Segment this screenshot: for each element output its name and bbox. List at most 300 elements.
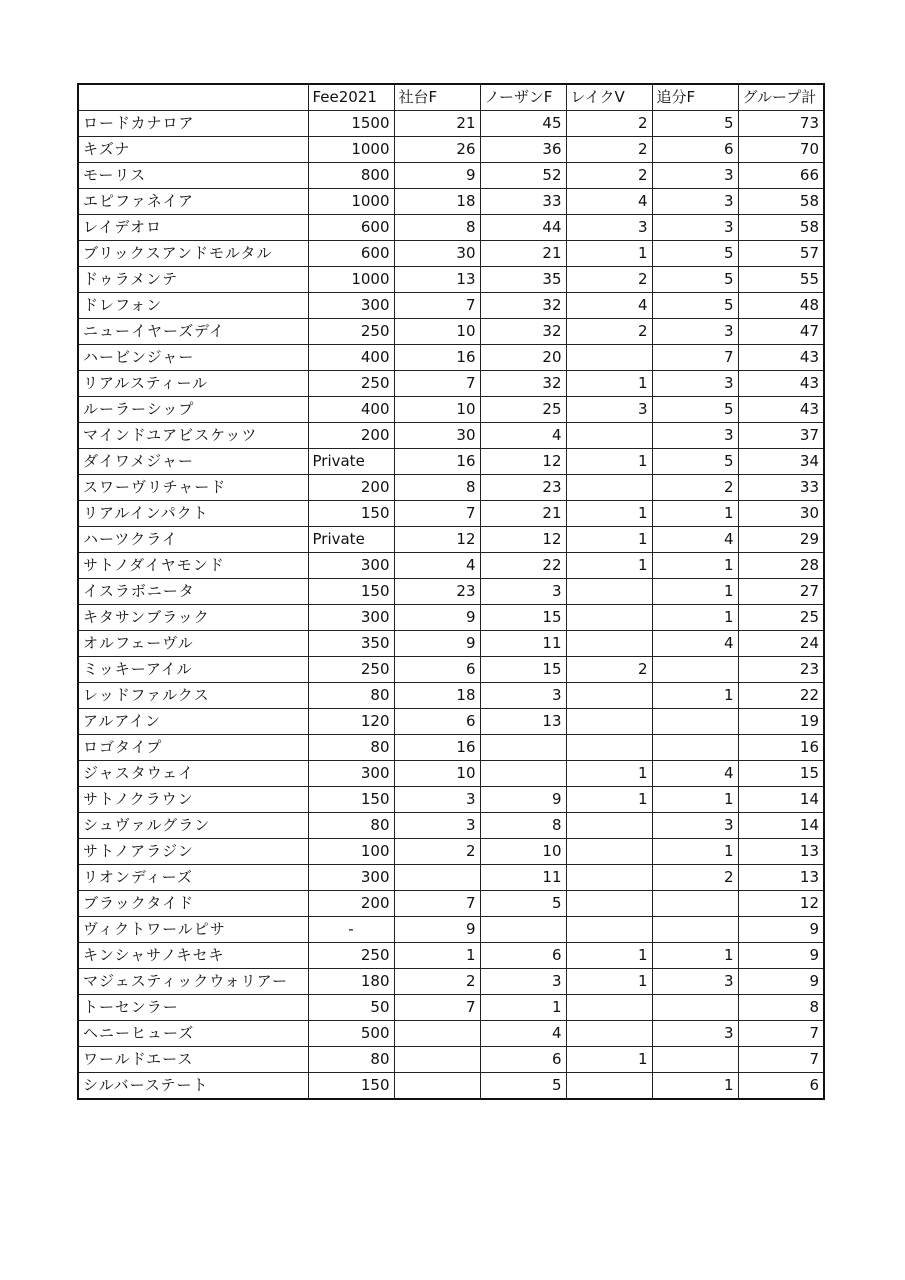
cell-northern: 21 (480, 501, 566, 527)
cell-northern: 25 (480, 397, 566, 423)
cell-fee: 1000 (308, 137, 394, 163)
cell-shadai: 30 (394, 423, 480, 449)
cell-shadai: 7 (394, 501, 480, 527)
cell-total: 24 (738, 631, 824, 657)
cell-lakev (566, 631, 652, 657)
cell-oiwake: 3 (652, 319, 738, 345)
cell-fee: 350 (308, 631, 394, 657)
cell-northern: 44 (480, 215, 566, 241)
cell-fee: - (308, 917, 394, 943)
table-row (78, 163, 824, 189)
cell-lakev: 1 (566, 1047, 652, 1073)
cell-shadai: 26 (394, 137, 480, 163)
cell-fee: 300 (308, 761, 394, 787)
cell-fee: 100 (308, 839, 394, 865)
table-row (78, 319, 824, 345)
cell-total: 55 (738, 267, 824, 293)
cell-total: 19 (738, 709, 824, 735)
cell-oiwake: 1 (652, 1073, 738, 1100)
cell-shadai (394, 1021, 480, 1047)
cell-name: サトノダイヤモンド (78, 553, 308, 579)
cell-lakev (566, 839, 652, 865)
cell-shadai: 3 (394, 787, 480, 813)
cell-oiwake: 3 (652, 423, 738, 449)
cell-lakev: 3 (566, 397, 652, 423)
cell-northern (480, 735, 566, 761)
cell-shadai: 10 (394, 319, 480, 345)
cell-name: ロードカナロア (78, 111, 308, 137)
cell-total: 12 (738, 891, 824, 917)
cell-northern: 52 (480, 163, 566, 189)
cell-name: リアルインパクト (78, 501, 308, 527)
cell-lakev: 1 (566, 501, 652, 527)
cell-oiwake: 4 (652, 527, 738, 553)
cell-northern: 15 (480, 657, 566, 683)
cell-northern: 12 (480, 449, 566, 475)
table-row (78, 475, 824, 501)
cell-fee: 600 (308, 241, 394, 267)
cell-shadai: 7 (394, 891, 480, 917)
cell-lakev (566, 995, 652, 1021)
cell-name: レイデオロ (78, 215, 308, 241)
cell-shadai: 10 (394, 761, 480, 787)
cell-oiwake: 1 (652, 605, 738, 631)
cell-northern: 10 (480, 839, 566, 865)
cell-northern: 45 (480, 111, 566, 137)
table-row (78, 865, 824, 891)
cell-northern: 32 (480, 293, 566, 319)
cell-name: リアルスティール (78, 371, 308, 397)
cell-lakev (566, 735, 652, 761)
cell-name: スワーヴリチャード (78, 475, 308, 501)
cell-total: 37 (738, 423, 824, 449)
cell-oiwake: 3 (652, 215, 738, 241)
cell-oiwake (652, 1047, 738, 1073)
cell-fee: 120 (308, 709, 394, 735)
table-row (78, 111, 824, 137)
cell-oiwake (652, 709, 738, 735)
table-row (78, 293, 824, 319)
cell-total: 9 (738, 917, 824, 943)
cell-name: イスラボニータ (78, 579, 308, 605)
cell-total: 43 (738, 345, 824, 371)
table-row (78, 1047, 824, 1073)
cell-name: ワールドエース (78, 1047, 308, 1073)
cell-lakev (566, 605, 652, 631)
cell-total: 29 (738, 527, 824, 553)
cell-fee: 300 (308, 605, 394, 631)
cell-shadai: 7 (394, 995, 480, 1021)
cell-name: サトノクラウン (78, 787, 308, 813)
cell-lakev (566, 813, 652, 839)
cell-lakev: 1 (566, 943, 652, 969)
cell-name: リオンディーズ (78, 865, 308, 891)
cell-total: 8 (738, 995, 824, 1021)
cell-name: モーリス (78, 163, 308, 189)
cell-lakev (566, 345, 652, 371)
header-row (78, 84, 824, 111)
cell-northern: 35 (480, 267, 566, 293)
cell-lakev (566, 423, 652, 449)
cell-lakev (566, 891, 652, 917)
cell-oiwake: 3 (652, 969, 738, 995)
cell-total: 16 (738, 735, 824, 761)
cell-shadai (394, 1047, 480, 1073)
cell-lakev (566, 1073, 652, 1100)
cell-northern: 21 (480, 241, 566, 267)
header-cell-lakev: レイクV (566, 84, 652, 111)
table-row (78, 995, 824, 1021)
cell-fee: 400 (308, 397, 394, 423)
table-row (78, 579, 824, 605)
cell-shadai: 2 (394, 969, 480, 995)
table-row (78, 787, 824, 813)
cell-oiwake: 5 (652, 397, 738, 423)
cell-oiwake: 1 (652, 683, 738, 709)
cell-northern: 32 (480, 371, 566, 397)
cell-total: 43 (738, 371, 824, 397)
cell-name: ヴィクトワールピサ (78, 917, 308, 943)
table-row (78, 527, 824, 553)
cell-oiwake: 4 (652, 761, 738, 787)
cell-oiwake: 1 (652, 943, 738, 969)
cell-lakev: 1 (566, 787, 652, 813)
cell-oiwake: 6 (652, 137, 738, 163)
cell-name: マジェスティックウォリアー (78, 969, 308, 995)
cell-name: キンシャサノキセキ (78, 943, 308, 969)
cell-fee: 80 (308, 1047, 394, 1073)
cell-lakev: 4 (566, 189, 652, 215)
cell-oiwake: 4 (652, 631, 738, 657)
cell-oiwake: 1 (652, 579, 738, 605)
cell-fee: 1000 (308, 189, 394, 215)
table-row (78, 553, 824, 579)
cell-shadai: 8 (394, 475, 480, 501)
cell-shadai: 6 (394, 657, 480, 683)
cell-lakev: 3 (566, 215, 652, 241)
table-row (78, 839, 824, 865)
cell-shadai: 18 (394, 189, 480, 215)
cell-total: 9 (738, 943, 824, 969)
cell-northern: 6 (480, 943, 566, 969)
cell-northern: 3 (480, 579, 566, 605)
cell-shadai: 8 (394, 215, 480, 241)
cell-lakev: 2 (566, 657, 652, 683)
cell-shadai: 16 (394, 449, 480, 475)
cell-northern (480, 761, 566, 787)
cell-lakev: 1 (566, 527, 652, 553)
table-row (78, 709, 824, 735)
header-cell-total: グループ計 (738, 84, 824, 111)
cell-total: 30 (738, 501, 824, 527)
cell-oiwake: 2 (652, 865, 738, 891)
cell-shadai: 10 (394, 397, 480, 423)
cell-oiwake (652, 917, 738, 943)
cell-name: ハーツクライ (78, 527, 308, 553)
cell-lakev (566, 683, 652, 709)
header-cell-fee: Fee2021 (308, 84, 394, 111)
cell-fee: 250 (308, 657, 394, 683)
cell-fee: 300 (308, 293, 394, 319)
cell-name: ジャスタウェイ (78, 761, 308, 787)
cell-fee: 300 (308, 865, 394, 891)
cell-shadai (394, 865, 480, 891)
cell-total: 13 (738, 865, 824, 891)
cell-shadai: 1 (394, 943, 480, 969)
cell-total: 48 (738, 293, 824, 319)
cell-fee: 150 (308, 1073, 394, 1100)
cell-oiwake: 3 (652, 163, 738, 189)
cell-oiwake (652, 891, 738, 917)
cell-northern: 3 (480, 683, 566, 709)
cell-northern: 11 (480, 631, 566, 657)
cell-total: 34 (738, 449, 824, 475)
cell-oiwake: 3 (652, 371, 738, 397)
cell-fee: 150 (308, 579, 394, 605)
cell-fee: 200 (308, 891, 394, 917)
cell-total: 58 (738, 189, 824, 215)
cell-fee: 600 (308, 215, 394, 241)
cell-total: 6 (738, 1073, 824, 1100)
table-row (78, 813, 824, 839)
table-row (78, 683, 824, 709)
cell-oiwake: 3 (652, 189, 738, 215)
table-row (78, 501, 824, 527)
cell-fee: 80 (308, 813, 394, 839)
cell-northern: 11 (480, 865, 566, 891)
cell-lakev (566, 709, 652, 735)
cell-oiwake (652, 995, 738, 1021)
cell-northern: 9 (480, 787, 566, 813)
cell-shadai: 4 (394, 553, 480, 579)
table-row (78, 423, 824, 449)
cell-shadai: 7 (394, 371, 480, 397)
cell-total: 7 (738, 1021, 824, 1047)
cell-oiwake: 3 (652, 813, 738, 839)
cell-shadai: 21 (394, 111, 480, 137)
table-row (78, 605, 824, 631)
cell-name: ルーラーシップ (78, 397, 308, 423)
cell-shadai: 16 (394, 345, 480, 371)
cell-name: ブラックタイド (78, 891, 308, 917)
cell-shadai: 6 (394, 709, 480, 735)
cell-fee: Private (308, 527, 394, 553)
cell-shadai: 13 (394, 267, 480, 293)
cell-fee: 300 (308, 553, 394, 579)
table-row (78, 397, 824, 423)
cell-name: ニューイヤーズデイ (78, 319, 308, 345)
table-row (78, 657, 824, 683)
cell-name: トーセンラー (78, 995, 308, 1021)
table-row (78, 371, 824, 397)
cell-fee: 80 (308, 683, 394, 709)
cell-lakev (566, 1021, 652, 1047)
table-row (78, 241, 824, 267)
cell-name: キタサンブラック (78, 605, 308, 631)
cell-lakev: 1 (566, 969, 652, 995)
cell-total: 33 (738, 475, 824, 501)
stallion-table (77, 83, 825, 1100)
cell-shadai: 9 (394, 163, 480, 189)
table-row (78, 1073, 824, 1100)
cell-total: 58 (738, 215, 824, 241)
cell-fee: 80 (308, 735, 394, 761)
cell-lakev (566, 475, 652, 501)
cell-lakev: 2 (566, 267, 652, 293)
cell-northern: 8 (480, 813, 566, 839)
cell-shadai: 3 (394, 813, 480, 839)
header-cell-shadai: 社台F (394, 84, 480, 111)
cell-northern: 36 (480, 137, 566, 163)
cell-oiwake: 3 (652, 1021, 738, 1047)
table-row (78, 215, 824, 241)
cell-total: 66 (738, 163, 824, 189)
cell-name: ミッキーアイル (78, 657, 308, 683)
table-row (78, 761, 824, 787)
cell-oiwake: 1 (652, 787, 738, 813)
cell-lakev: 2 (566, 163, 652, 189)
table-body (78, 84, 824, 1099)
table-row (78, 449, 824, 475)
cell-name: オルフェーヴル (78, 631, 308, 657)
cell-name: キズナ (78, 137, 308, 163)
cell-total: 43 (738, 397, 824, 423)
cell-fee: 250 (308, 371, 394, 397)
cell-name: ブリックスアンドモルタル (78, 241, 308, 267)
cell-total: 14 (738, 787, 824, 813)
cell-shadai: 9 (394, 917, 480, 943)
cell-fee: 800 (308, 163, 394, 189)
cell-name: サトノアラジン (78, 839, 308, 865)
cell-name: ドレフォン (78, 293, 308, 319)
cell-fee: 180 (308, 969, 394, 995)
table-row (78, 267, 824, 293)
cell-total: 25 (738, 605, 824, 631)
cell-oiwake: 5 (652, 241, 738, 267)
table-row (78, 735, 824, 761)
cell-oiwake: 2 (652, 475, 738, 501)
cell-lakev (566, 865, 652, 891)
cell-shadai: 30 (394, 241, 480, 267)
cell-shadai: 23 (394, 579, 480, 605)
cell-total: 23 (738, 657, 824, 683)
cell-total: 15 (738, 761, 824, 787)
table-row (78, 631, 824, 657)
cell-total: 13 (738, 839, 824, 865)
cell-northern: 15 (480, 605, 566, 631)
cell-lakev: 2 (566, 319, 652, 345)
cell-oiwake: 5 (652, 111, 738, 137)
cell-lakev: 1 (566, 553, 652, 579)
cell-name: シルバーステート (78, 1073, 308, 1100)
cell-northern: 13 (480, 709, 566, 735)
cell-northern (480, 917, 566, 943)
cell-fee: Private (308, 449, 394, 475)
cell-lakev: 1 (566, 241, 652, 267)
table-row (78, 969, 824, 995)
cell-lakev: 4 (566, 293, 652, 319)
cell-name: マインドユアビスケッツ (78, 423, 308, 449)
cell-oiwake: 1 (652, 501, 738, 527)
cell-name: ダイワメジャー (78, 449, 308, 475)
cell-shadai: 2 (394, 839, 480, 865)
cell-shadai: 7 (394, 293, 480, 319)
cell-total: 9 (738, 969, 824, 995)
cell-shadai (394, 1073, 480, 1100)
cell-name: レッドファルクス (78, 683, 308, 709)
cell-fee: 250 (308, 319, 394, 345)
cell-shadai: 9 (394, 605, 480, 631)
table-row (78, 189, 824, 215)
cell-northern: 1 (480, 995, 566, 1021)
cell-northern: 4 (480, 1021, 566, 1047)
cell-shadai: 18 (394, 683, 480, 709)
cell-northern: 22 (480, 553, 566, 579)
cell-lakev: 2 (566, 137, 652, 163)
cell-total: 70 (738, 137, 824, 163)
table-row (78, 1021, 824, 1047)
table-row (78, 917, 824, 943)
cell-oiwake: 5 (652, 449, 738, 475)
cell-name: ハービンジャー (78, 345, 308, 371)
cell-total: 14 (738, 813, 824, 839)
cell-lakev (566, 917, 652, 943)
table-row (78, 345, 824, 371)
table-row (78, 943, 824, 969)
cell-total: 22 (738, 683, 824, 709)
cell-total: 47 (738, 319, 824, 345)
cell-total: 73 (738, 111, 824, 137)
cell-northern: 6 (480, 1047, 566, 1073)
cell-lakev: 1 (566, 761, 652, 787)
cell-oiwake: 1 (652, 553, 738, 579)
cell-fee: 1500 (308, 111, 394, 137)
cell-oiwake (652, 735, 738, 761)
cell-shadai: 12 (394, 527, 480, 553)
cell-name: ロゴタイプ (78, 735, 308, 761)
cell-lakev (566, 579, 652, 605)
cell-oiwake: 5 (652, 267, 738, 293)
cell-name: エピファネイア (78, 189, 308, 215)
cell-lakev: 1 (566, 371, 652, 397)
cell-fee: 200 (308, 423, 394, 449)
cell-northern: 32 (480, 319, 566, 345)
cell-total: 7 (738, 1047, 824, 1073)
header-cell-oiwake: 追分F (652, 84, 738, 111)
cell-fee: 50 (308, 995, 394, 1021)
cell-shadai: 9 (394, 631, 480, 657)
cell-lakev: 1 (566, 449, 652, 475)
cell-oiwake: 7 (652, 345, 738, 371)
cell-fee: 250 (308, 943, 394, 969)
cell-fee: 150 (308, 501, 394, 527)
table-row (78, 137, 824, 163)
cell-northern: 12 (480, 527, 566, 553)
header-cell-name (78, 84, 308, 111)
cell-name: アルアイン (78, 709, 308, 735)
cell-northern: 23 (480, 475, 566, 501)
cell-fee: 150 (308, 787, 394, 813)
header-cell-northern: ノーザンF (480, 84, 566, 111)
cell-northern: 5 (480, 1073, 566, 1100)
cell-total: 28 (738, 553, 824, 579)
cell-fee: 500 (308, 1021, 394, 1047)
cell-oiwake: 5 (652, 293, 738, 319)
cell-northern: 33 (480, 189, 566, 215)
cell-fee: 1000 (308, 267, 394, 293)
cell-oiwake (652, 657, 738, 683)
cell-northern: 3 (480, 969, 566, 995)
